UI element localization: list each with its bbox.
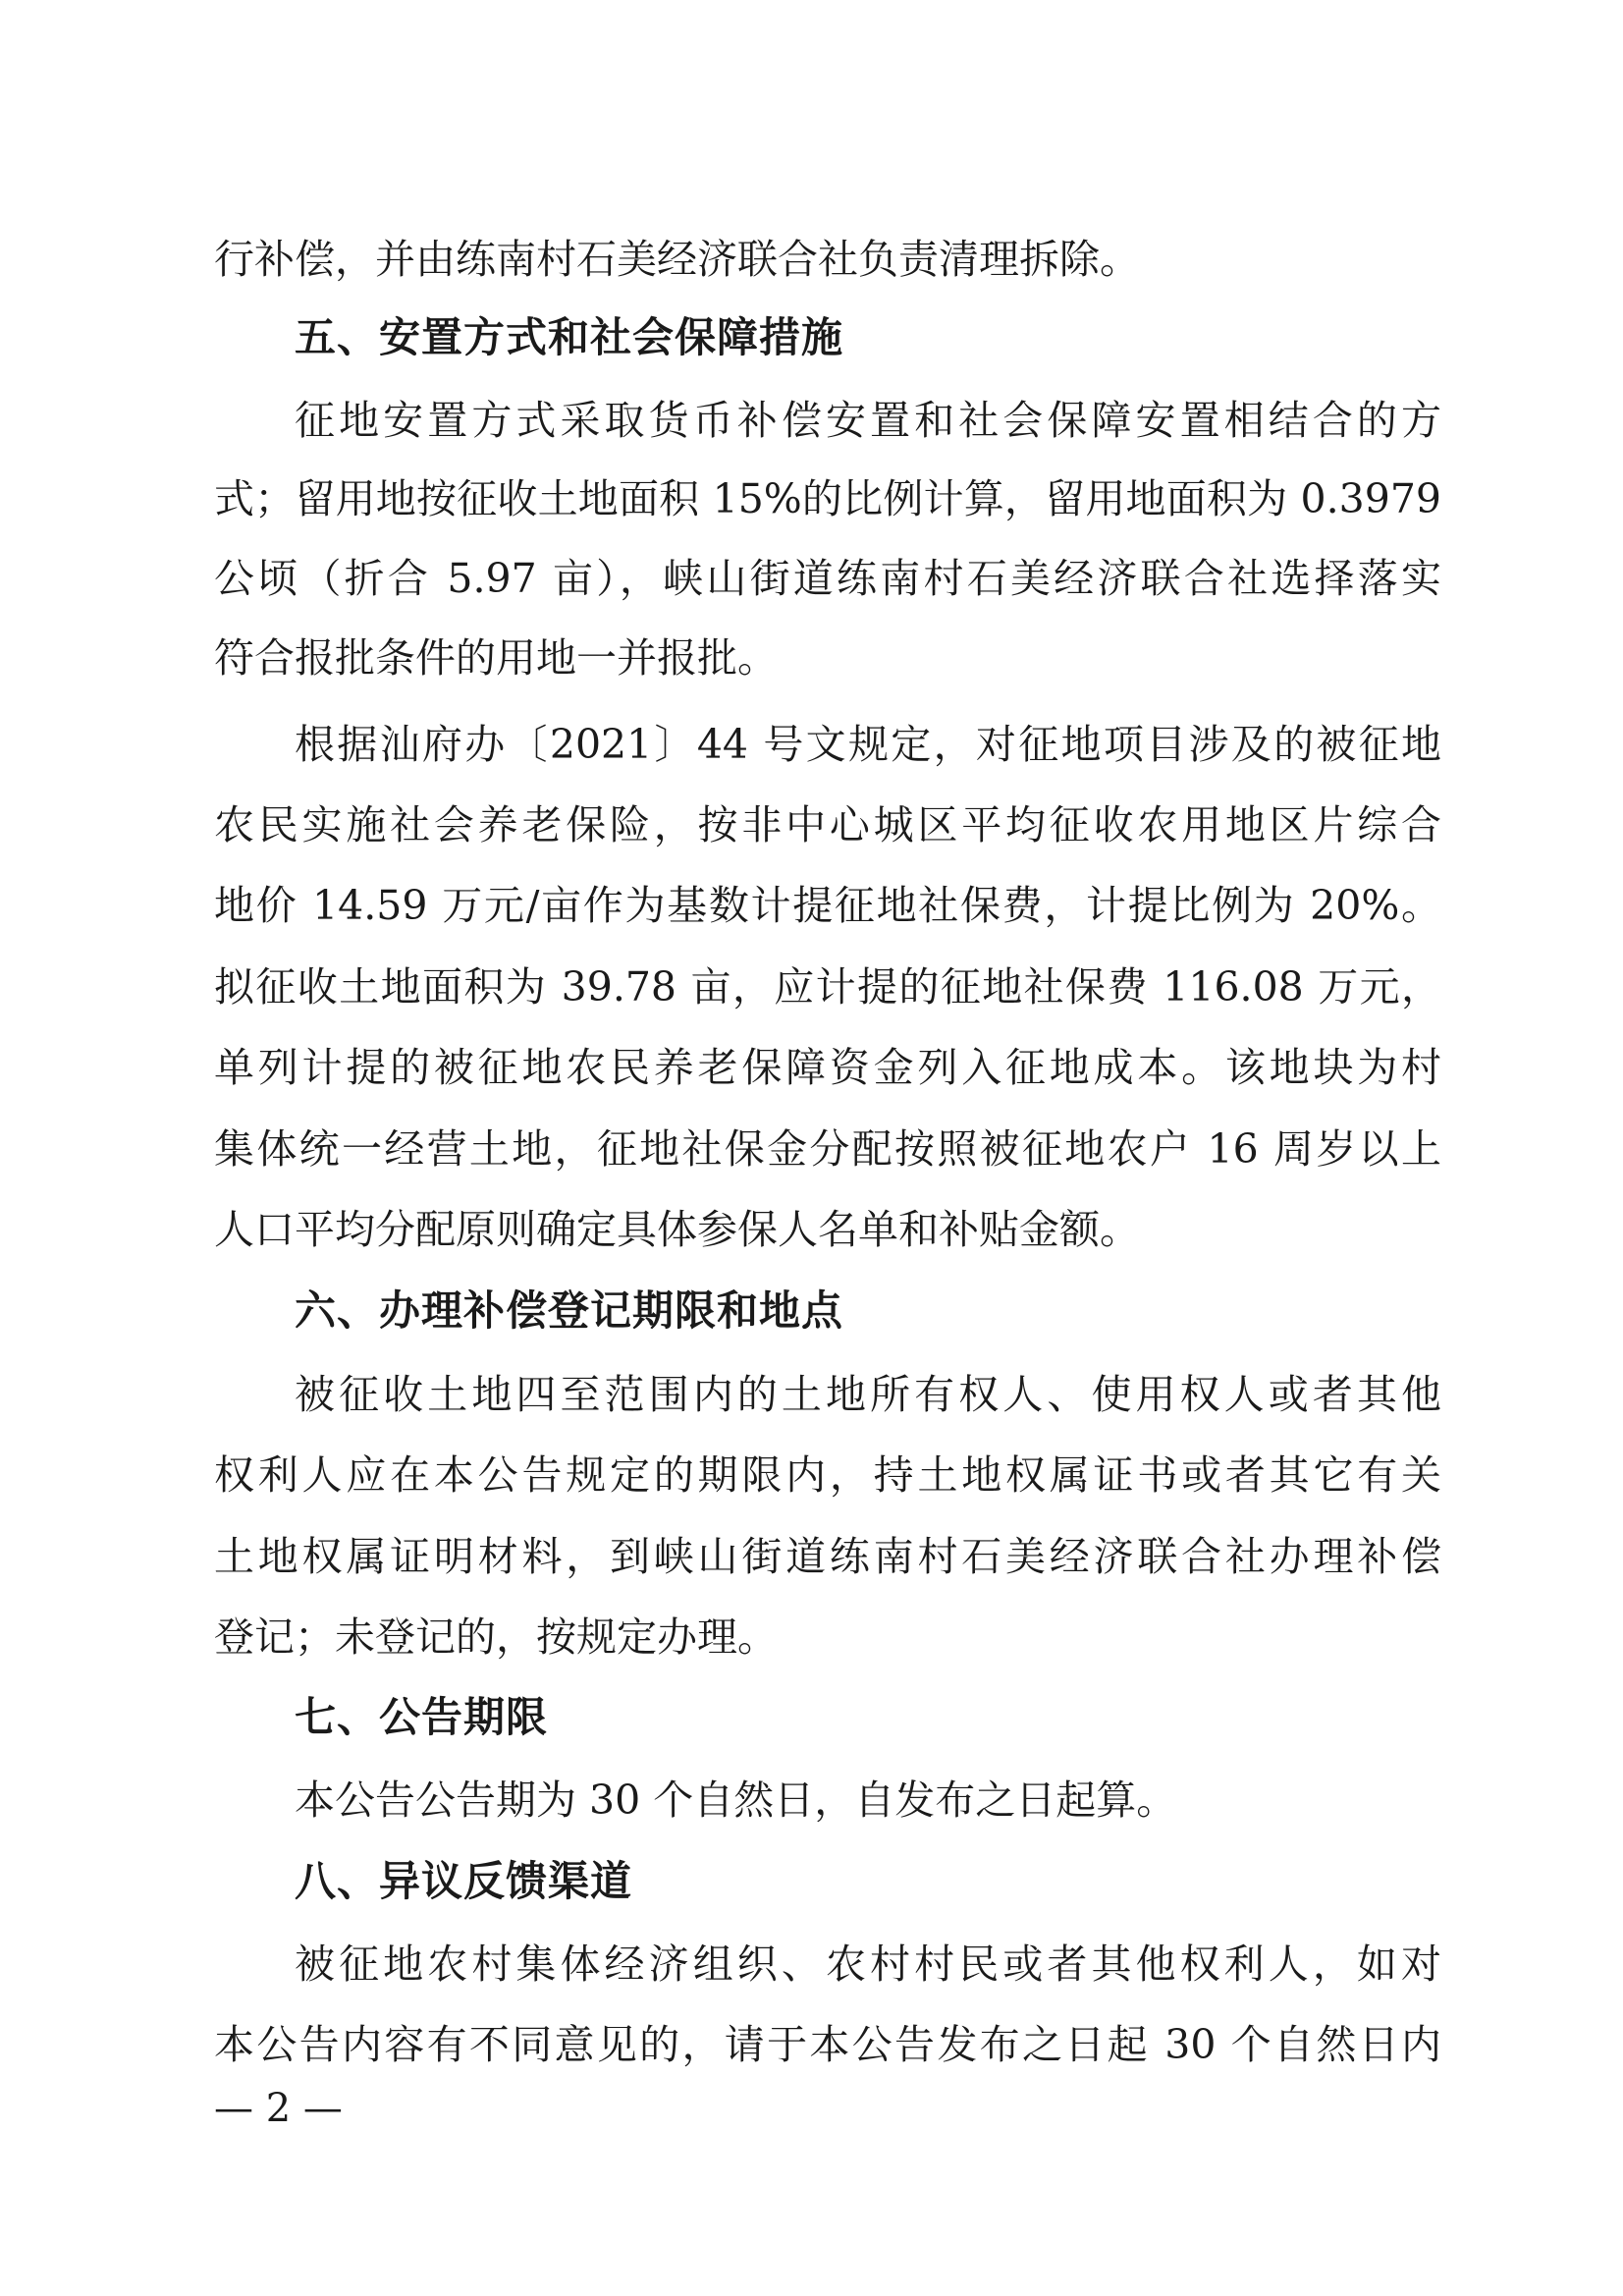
paragraph-line: 符合报批条件的用地一并报批。 [214,634,778,682]
paragraph-line: 拟征收土地面积为 39.78 亩，应计提的征地社保费 116.08 万元， [214,963,1441,1011]
paragraph-line: 人口平均分配原则确定具体参保人名单和补贴金额。 [214,1206,1140,1253]
section-heading-6: 六、办理补偿登记期限和地点 [295,1286,844,1335]
paragraph-line: 本公告公告期为 30 个自然日，自发布之日起算。 [295,1777,1177,1824]
paragraph-line: 农民实施社会养老保险，按非中心城区平均征收农用地区片综合 [214,801,1441,848]
paragraph-line: 被征收土地四至范围内的土地所有权人、使用权人或者其他 [295,1371,1441,1418]
paragraph-line: 根据汕府办〔2021〕44 号文规定，对征地项目涉及的被征地 [295,721,1441,768]
paragraph-line: 地价 14.59 万元/亩作为基数计提征地社保费，计提比例为 20%。 [214,882,1441,929]
paragraph-line: 登记；未登记的，按规定办理。 [214,1613,778,1661]
paragraph-line: 土地权属证明材料，到峡山街道练南村石美经济联合社办理补偿 [214,1533,1441,1580]
section-heading-5: 五、安置方式和社会保障措施 [295,313,844,361]
section-heading-7: 七、公告期限 [295,1693,549,1741]
paragraph-line: 单列计提的被征地农民养老保障资金列入征地成本。该地块为村 [214,1044,1441,1091]
section-heading-8: 八、异议反馈渠道 [295,1857,633,1905]
paragraph-line: 权利人应在本公告规定的期限内，持土地权属证书或者其它有关 [214,1451,1441,1499]
paragraph-line: 本公告内容有不同意见的，请于本公告发布之日起 30 个自然日内 [214,2021,1441,2068]
paragraph-line: 集体统一经营土地，征地社保金分配按照被征地农户 16 周岁以上 [214,1125,1441,1173]
paragraph-line: 公顷（折合 5.97 亩），峡山街道练南村石美经济联合社选择落实 [214,555,1441,602]
paragraph-line: 行补偿，并由练南村石美经济联合社负责清理拆除。 [214,236,1140,283]
paragraph-line: 式；留用地按征收土地面积 15%的比例计算，留用地面积为 0.3979 [214,475,1441,522]
paragraph-line: 征地安置方式采取货币补偿安置和社会保障安置相结合的方 [295,397,1441,444]
paragraph-line: 被征地农村集体经济组织、农村村民或者其他权利人，如对 [295,1941,1441,1988]
page-number: — 2 — [214,2086,343,2131]
